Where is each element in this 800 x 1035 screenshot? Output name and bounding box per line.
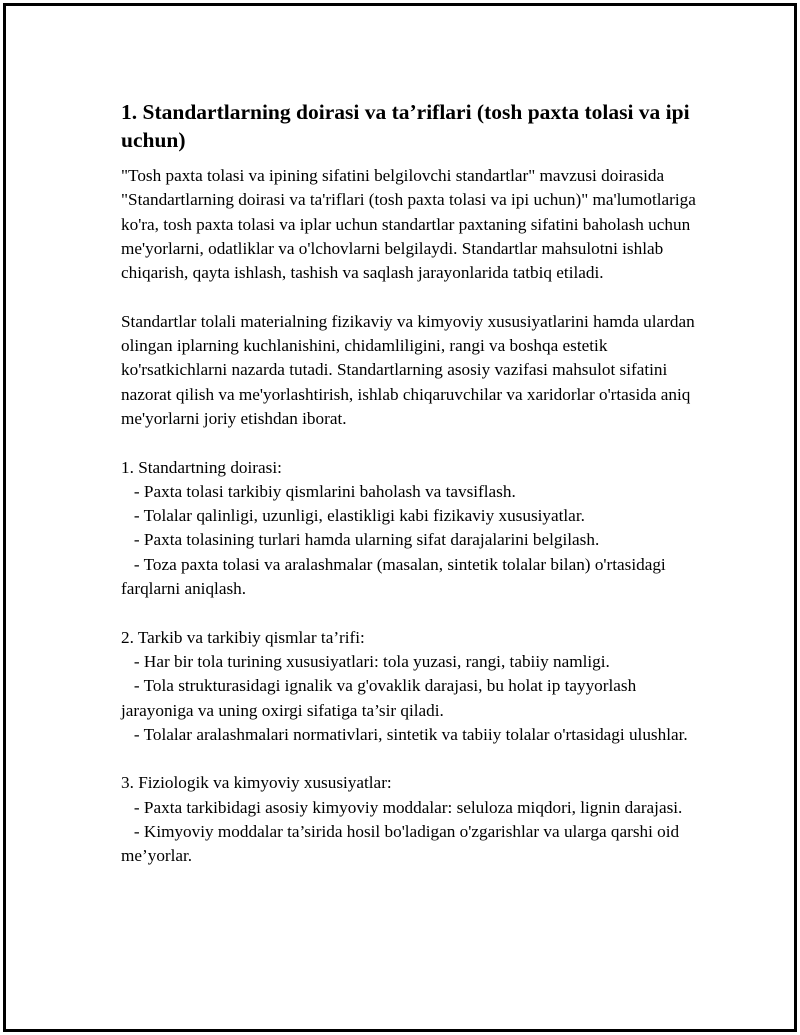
document-body: "Tosh paxta tolasi va ipining sifatini belgilovchi standartlar" mavzusi doirasida "Standartlarning doirasi va ta'riflari (tosh paxta tolasi va ipi uchun)" ma'lumotlariga ko'ra, tosh paxta tolasi va iplar uchun standartlar paxtaning sifatini baholash uchun me'yorlarni, odatliklar va o'lchovlarni belgilaydi. Standartlar mahsulotni ishlab chiqarish, qayta ishlash, tashish va saqlash jarayonlarida tatbiq etiladi. Standartlar tolali materialning fizikaviy va kimyoviy xususiyatlarini hamda ulardan olingan iplarning kuchlanishini, chidamliligini, rangi va boshqa estetik ko'rsatkichlarni nazarda tutadi. Standartlarning asosiy vazifasi mahsulot sifatini nazorat qilish va me'yorlashtirish, ishlab chiqaruvchilar va xaridorlar o'rtasida aniq me'yorlarni joriy etishdan iborat. 1. Standartning doirasi: - Paxta tolasi tarkibiy qismlarini baholash va tavsiflash. - Tolalar qalinligi, uzunligi, elastikligi kabi fizikaviy xususiyatlar. - Paxta tolasining turlari hamda ularning sifat darajalarini belgilash. - Toza paxta tolasi va aralashmalar (masalan, sintetik tolalar bilan) o'rtasidagi farqlarni aniqlash. 2. Tarkib va tarkibiy qismlar ta’rifi: - Har bir tola turining xususiyatlari: tola yuzasi, rangi, tabiiy namligi. - Tola strukturasidagi ignalik va g'ovaklik darajasi, bu holat ip tayyorlash jarayoniga va uning oxirgi sifatiga ta’sir qiladi. - Tolalar aralashmalari normativlari, sintetik va tabiiy tolalar o'rtasidagi ulushlar. 3. Fiziologik va kimyoviy xususiyatlar: - Paxta tarkibidagi asosiy kimyoviy moddalar: seluloza miqdori, lignin darajasi. - Kimyoviy moddalar ta’sirida hosil bo'ladigan o'zgarishlar va ularga qarshi oid me’yorlar. — [121, 166, 696, 866]
document-title: 1. Standartlarning doirasi va ta’riflari (tosh paxta tolasi va ipi uchun) — [121, 100, 690, 152]
page-frame — [3, 3, 797, 1032]
document-content — [121, 98, 696, 869]
